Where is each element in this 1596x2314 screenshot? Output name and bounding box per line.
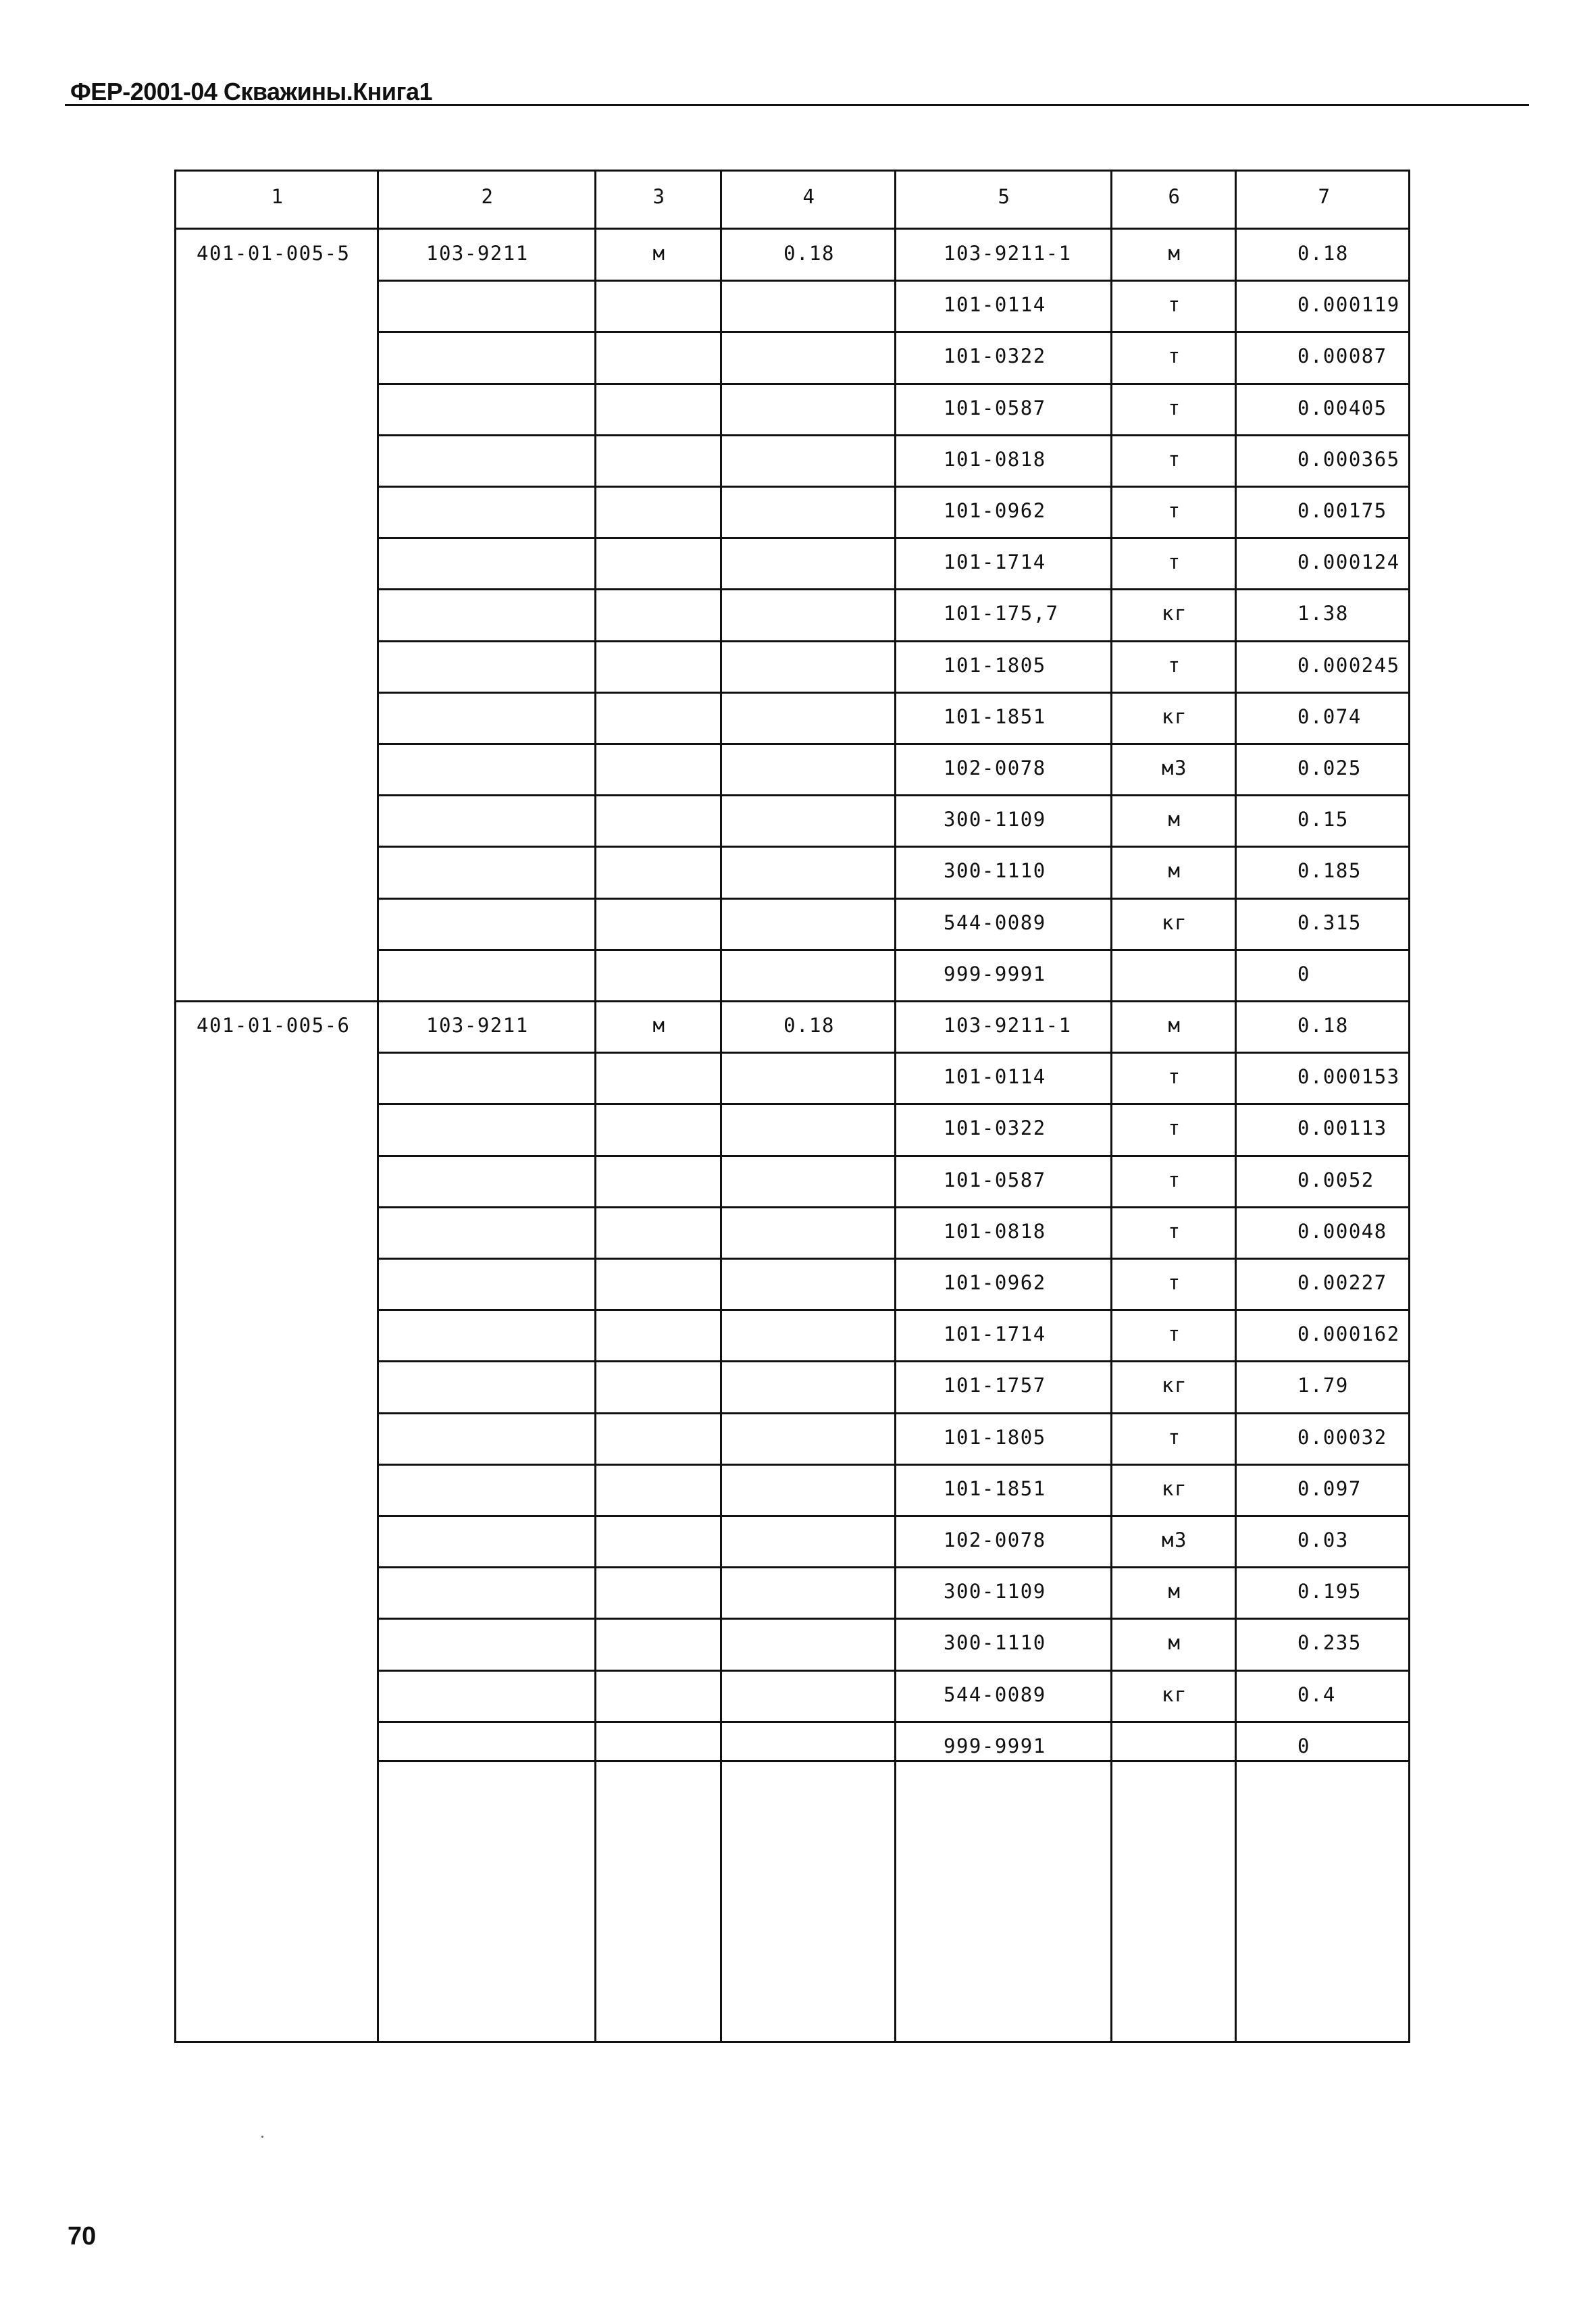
row-divider [379, 1103, 1408, 1105]
item-code: 999-9991 [944, 962, 1046, 985]
item-code: 103-9211-1 [944, 1014, 1072, 1037]
item-code: 544-0089 [944, 910, 1046, 934]
row-divider [379, 1155, 1408, 1157]
item-unit: м [1168, 1631, 1181, 1655]
scan-speck [261, 2136, 263, 2138]
item-value: 0.000153 [1297, 1065, 1400, 1089]
item-unit: т [1168, 1271, 1181, 1294]
item-code: 101-0818 [944, 447, 1046, 471]
item-unit: т [1168, 1168, 1181, 1191]
item-value: 0.185 [1297, 859, 1362, 883]
item-code: 101-0587 [944, 396, 1046, 419]
item-code: 101-175,7 [944, 602, 1059, 625]
row-divider [379, 1206, 1408, 1208]
item-value: 0.00405 [1297, 396, 1387, 419]
row-divider [379, 743, 1408, 745]
row-divider [379, 383, 1408, 385]
item-code: 101-1805 [944, 653, 1046, 677]
item-code: 101-1805 [944, 1425, 1046, 1449]
row-divider [379, 537, 1408, 539]
column-header: 6 [1168, 185, 1181, 208]
item-value: 0.235 [1297, 1631, 1362, 1655]
item-unit: м [1168, 242, 1181, 265]
row-divider [379, 331, 1408, 333]
row-divider [379, 1052, 1408, 1054]
row-divider [379, 588, 1408, 590]
row-divider [379, 486, 1408, 488]
item-value: 0.03 [1297, 1528, 1349, 1551]
item-code: 101-1757 [944, 1374, 1046, 1397]
item-unit: кг [1162, 910, 1187, 934]
item-unit: т [1168, 1219, 1181, 1243]
row-divider [379, 898, 1408, 900]
item-unit: т [1168, 1116, 1181, 1140]
item-code: 101-0114 [944, 1065, 1046, 1089]
row-divider [379, 1412, 1408, 1414]
page-number: 70 [68, 2222, 97, 2251]
row-divider [379, 1360, 1408, 1362]
item-unit: т [1168, 1065, 1181, 1089]
item-value: 0.000162 [1297, 1322, 1400, 1346]
item-unit: т [1168, 499, 1181, 522]
header-rule [65, 104, 1529, 106]
item-code: 300-1110 [944, 1631, 1046, 1655]
row-divider [379, 1670, 1408, 1672]
item-value: 0 [1297, 962, 1310, 985]
row-divider [379, 949, 1408, 951]
item-value: 0.15 [1297, 808, 1349, 831]
item-code: 101-1851 [944, 1476, 1046, 1500]
item-unit: т [1168, 344, 1181, 368]
item-unit: т [1168, 1425, 1181, 1449]
item-unit: т [1168, 550, 1181, 574]
row-code: 401-01-005-5 [197, 242, 351, 265]
item-value: 0.000124 [1297, 550, 1400, 574]
item-unit: м3 [1162, 1528, 1187, 1551]
item-unit: м [1168, 859, 1181, 883]
row-divider [379, 280, 1408, 282]
item-value: 0.315 [1297, 910, 1362, 934]
row-divider [176, 1000, 1408, 1002]
item-value: 0.074 [1297, 704, 1362, 728]
item-code: 544-0089 [944, 1682, 1046, 1706]
item-value: 0.000119 [1297, 293, 1400, 317]
item-value: 0.00048 [1297, 1219, 1387, 1243]
item-value: 0.18 [1297, 242, 1349, 265]
resource-code: 103-9211 [426, 242, 529, 265]
item-value: 0.195 [1297, 1580, 1362, 1603]
document-header: ФЕР-2001-04 Скважины.Книга1 [70, 78, 433, 105]
column-header: 2 [481, 185, 494, 208]
item-code: 101-0322 [944, 344, 1046, 368]
item-value: 0.00113 [1297, 1116, 1387, 1140]
row-divider [379, 1618, 1408, 1620]
item-unit: м [1168, 808, 1181, 831]
item-code: 102-0078 [944, 756, 1046, 779]
row-divider [379, 794, 1408, 796]
item-code: 101-0818 [944, 1219, 1046, 1243]
item-code: 101-0587 [944, 1168, 1046, 1191]
resource-table [174, 170, 1410, 2043]
row-code: 401-01-005-6 [197, 1014, 351, 1037]
row-divider [379, 434, 1408, 436]
item-unit: т [1168, 293, 1181, 317]
item-unit: м [1168, 1014, 1181, 1037]
item-code: 101-1714 [944, 1322, 1046, 1346]
item-value: 0.000365 [1297, 447, 1400, 471]
row-divider [379, 1760, 1408, 1762]
item-code: 101-1714 [944, 550, 1046, 574]
row-divider [379, 1258, 1408, 1260]
item-code: 101-0962 [944, 499, 1046, 522]
item-code: 101-0962 [944, 1271, 1046, 1294]
row-divider [379, 1464, 1408, 1466]
item-value: 0.000245 [1297, 653, 1400, 677]
row-divider [379, 1721, 1408, 1723]
resource-unit: м [652, 242, 666, 265]
item-code: 103-9211-1 [944, 242, 1072, 265]
item-value: 1.38 [1297, 602, 1349, 625]
row-divider [379, 1515, 1408, 1517]
row-divider [379, 1309, 1408, 1311]
item-unit: м3 [1162, 756, 1187, 779]
item-value: 0.4 [1297, 1682, 1336, 1706]
row-divider [379, 1566, 1408, 1568]
item-code: 300-1109 [944, 808, 1046, 831]
column-header: 5 [998, 185, 1011, 208]
item-code: 101-1851 [944, 704, 1046, 728]
resource-quantity: 0.18 [783, 242, 835, 265]
item-code: 102-0078 [944, 1528, 1046, 1551]
item-unit: т [1168, 396, 1181, 419]
row-divider [379, 846, 1408, 848]
column-header: 1 [271, 185, 284, 208]
item-value: 1.79 [1297, 1374, 1349, 1397]
row-divider [379, 640, 1408, 642]
item-code: 101-0114 [944, 293, 1046, 317]
column-header: 4 [802, 185, 816, 208]
item-code: 101-0322 [944, 1116, 1046, 1140]
item-unit: кг [1162, 602, 1187, 625]
item-value: 0.025 [1297, 756, 1362, 779]
item-unit: кг [1162, 1476, 1187, 1500]
column-header: 7 [1318, 185, 1331, 208]
item-code: 300-1110 [944, 859, 1046, 883]
resource-unit: м [652, 1014, 666, 1037]
item-code: 999-9991 [944, 1734, 1046, 1757]
item-unit: кг [1162, 1682, 1187, 1706]
header-divider [176, 228, 1408, 230]
item-unit: т [1168, 1322, 1181, 1346]
item-unit: т [1168, 447, 1181, 471]
item-value: 0.18 [1297, 1014, 1349, 1037]
resource-code: 103-9211 [426, 1014, 529, 1037]
item-unit: кг [1162, 1374, 1187, 1397]
item-unit: м [1168, 1580, 1181, 1603]
item-value: 0.00227 [1297, 1271, 1387, 1294]
item-value: 0 [1297, 1734, 1310, 1757]
row-divider [379, 692, 1408, 694]
item-unit: кг [1162, 704, 1187, 728]
item-value: 0.0052 [1297, 1168, 1374, 1191]
column-header: 3 [652, 185, 666, 208]
item-code: 300-1109 [944, 1580, 1046, 1603]
resource-quantity: 0.18 [783, 1014, 835, 1037]
item-value: 0.097 [1297, 1476, 1362, 1500]
item-value: 0.00032 [1297, 1425, 1387, 1449]
item-value: 0.00175 [1297, 499, 1387, 522]
item-unit: т [1168, 653, 1181, 677]
item-value: 0.00087 [1297, 344, 1387, 368]
